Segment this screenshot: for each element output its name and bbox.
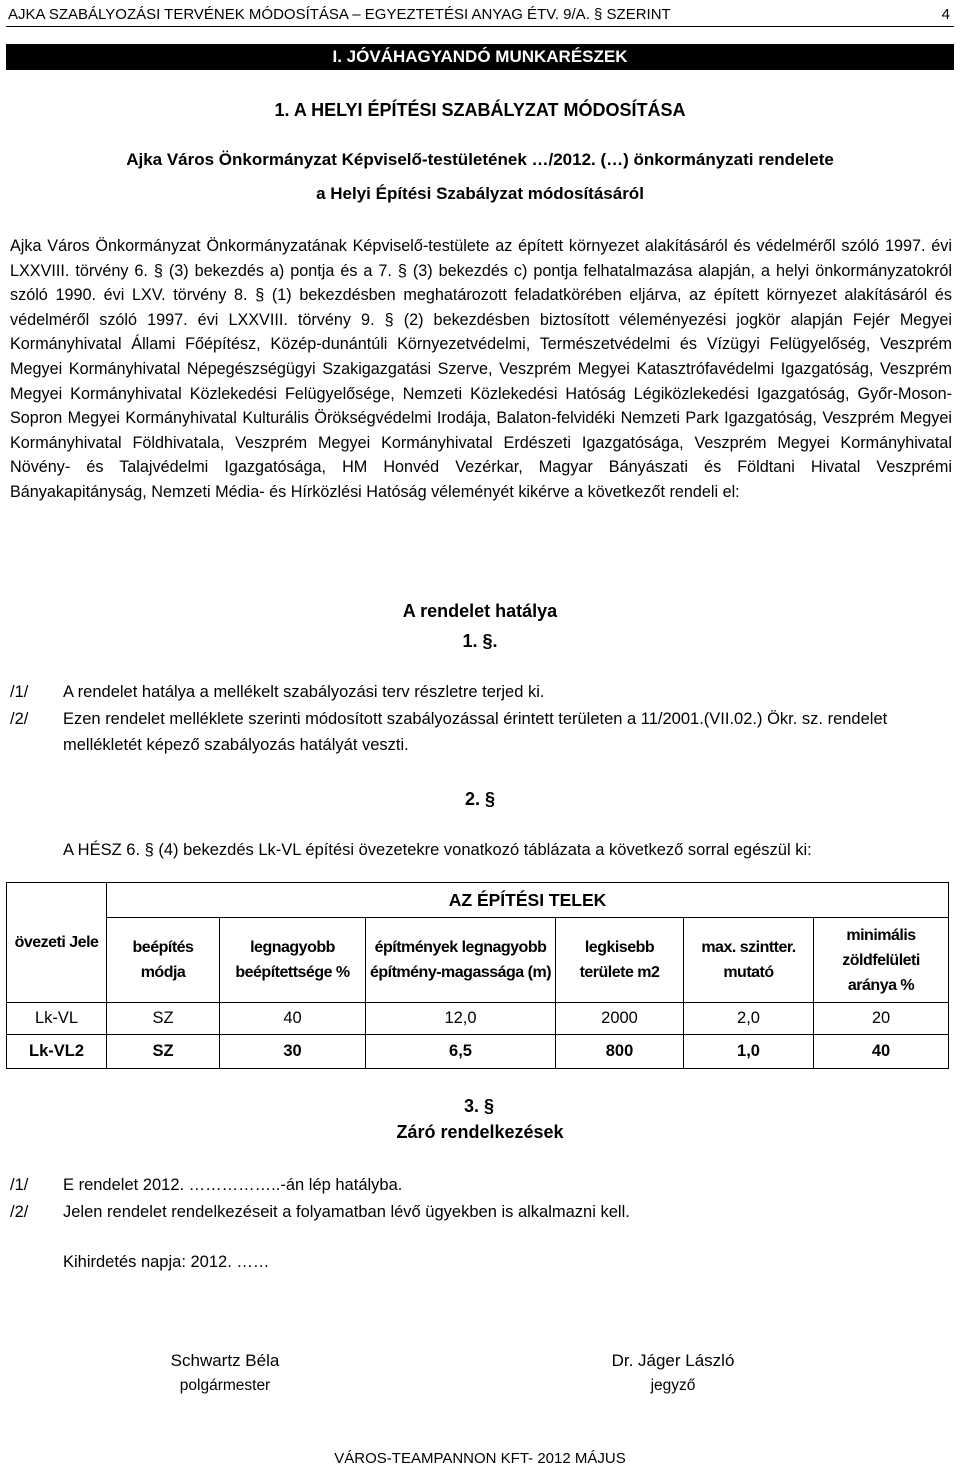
section3-number: 3. § [464,1096,495,1116]
col-header-build-mode: beépítés módja [107,918,220,1003]
col-header-zone: övezeti Jele [7,883,107,1003]
main-heading: 1. A HELYI ÉPÍTÉSI SZABÁLYZAT MÓDOSÍTÁSA [274,100,686,120]
cell-max-coverage: 30 [220,1035,366,1069]
col-header-min-green: minimális zöldfelületi aránya % [814,918,949,1003]
signature-name: Dr. Jáger László [611,1351,735,1370]
cell-min-area: 800 [556,1035,684,1069]
table-row [7,1003,949,1035]
header-rule [6,26,954,27]
section1-item [10,679,950,705]
signature-mayor [105,1351,345,1395]
cell-zone: Lk-VL2 [7,1035,107,1069]
cell-floor-ratio: 2,0 [684,1003,814,1035]
page-footer: VÁROS-TEAMPANNON KFT- 2012 MÁJUS [334,1450,626,1467]
decree-title-line1: Ajka Város Önkormányzat Képviselő-testületének …/2012. (…) önkormányzati rendelete [126,150,834,169]
item-text: E rendelet 2012. ……………..-án lép hatályba. [63,1176,403,1194]
section3-title: Záró rendelkezések [396,1122,564,1142]
item-text: A rendelet hatálya a mellékelt szabályozási terv részletre terjed ki. [63,683,545,701]
cell-build-mode: SZ [107,1035,220,1069]
cell-min-green: 20 [814,1003,949,1035]
item-number: /1/ [10,1176,29,1194]
section1-item [10,706,950,758]
page-number: 4 [941,6,950,23]
col-header-max-coverage: legnagyobb beépítettsége % [220,918,366,1003]
signature-notary [553,1351,793,1395]
table-row [7,1035,949,1069]
item-number: /2/ [10,1203,29,1221]
signature-role: polgármester [179,1377,271,1394]
cell-max-coverage: 40 [220,1003,366,1035]
preamble-paragraph: Ajka Város Önkormányzat Önkormányzatának Képviselő-testülete az épített környezet alakításáról és védelméről szóló 1997. évi LXXVIII. törvény 6. § (3) bekezdés a) pontja és a 7. § (3) bekezdés c) pontja felhatalmazása alapján, a helyi önkormányzatokról szóló 1990. évi LXV. törvény 8. § (1) bekezdésben meghatározott feladatkörében eljárva, az épített környezet alakításáról és védelméről szóló 1997. évi LXXVIII. törvény 9. § (2) bekezdésben biztosított véleményezési jogkör alapján Fejér Megyei Kormányhivatal Állami Főépítész, Közép-dunántúli Környezetvédelmi, Természetvédelmi és Vízügyi Felügyelőség, Veszprém Megyei Kormányhivatal Népegészségügyi Szakigazgatási Szerve, Veszprém Megyei Katasztrófavédelmi Igazgatóság, Veszprém Megyei Kormányhivatal Közlekedési Felügyelősége, Nemzeti Közlekedési Hatóság Légiközlekedési Igazgatóság, Győr-Moson-Sopron Megyei Kormányhivatal Kulturális Örökségvédelmi Irodája, Balaton-felvidéki Nemzeti Park Igazgatóság, Veszprém Megyei Kormányhivatal Földhivatala, Veszprém Megyei Kormányhivatal Erdészeti Igazgatósága, Veszprém Megyei Kormányhivatal Növény- és Talajvédelmi Igazgatósága, HM Honvéd Vezérkar, Magyar Bányászati és Földtani Hivatal Veszprémi Bányakapitányság, Nemzeti Média- és Hírközlési Hatóság véleményét kikérve a következőt rendeli el: [10,237,952,501]
cell-max-height: 12,0 [366,1003,556,1035]
cell-floor-ratio: 1,0 [684,1035,814,1069]
section2-number: 2. § [465,789,496,809]
zoning-table [6,882,949,1069]
signature-role: jegyző [650,1377,696,1394]
item-number: /2/ [10,710,29,728]
section3-item [10,1199,950,1225]
section1-title: A rendelet hatálya [402,601,558,621]
table-group-header: AZ ÉPÍTÉSI TELEK [107,883,949,918]
col-header-min-area: legkisebb területe m2 [556,918,684,1003]
promulgation-date: Kihirdetés napja: 2012. …… [63,1253,270,1271]
section-title-bar: I. JÓVÁHAGYANDÓ MUNKARÉSZEK [6,44,954,70]
cell-min-green: 40 [814,1035,949,1069]
col-header-max-height: építmények legnagyobb építmény-magassága (m) [366,918,556,1003]
running-header: AJKA SZABÁLYOZÁSI TERVÉNEK MÓDOSÍTÁSA – EGYEZTETÉSI ANYAG ÉTV. 9/A. § SZERINT [8,6,671,23]
cell-build-mode: SZ [107,1003,220,1035]
item-text: Jelen rendelet rendelkezéseit a folyamatban lévő ügyekben is alkalmazni kell. [63,1203,630,1221]
cell-zone: Lk-VL [7,1003,107,1035]
cell-min-area: 2000 [556,1003,684,1035]
decree-title-line2: a Helyi Építési Szabályzat módosításáról [316,184,644,203]
cell-max-height: 6,5 [366,1035,556,1069]
item-number: /1/ [10,683,29,701]
item-text: Ezen rendelet melléklete szerinti módosított szabályozással érintett területen a 11/2001.(VII.02.) Ökr. sz. rendelet mellékletét képező szabályozás hatályát veszti. [63,710,888,754]
section3-item [10,1172,950,1198]
section1-number: 1. §. [462,631,498,651]
section2-text: A HÉSZ 6. § (4) bekezdés Lk-VL építési övezetekre vonatkozó táblázata a következő sorral egészül ki: [63,841,812,859]
signature-name: Schwartz Béla [170,1351,280,1370]
col-header-floor-ratio: max. szintter. mutató [684,918,814,1003]
